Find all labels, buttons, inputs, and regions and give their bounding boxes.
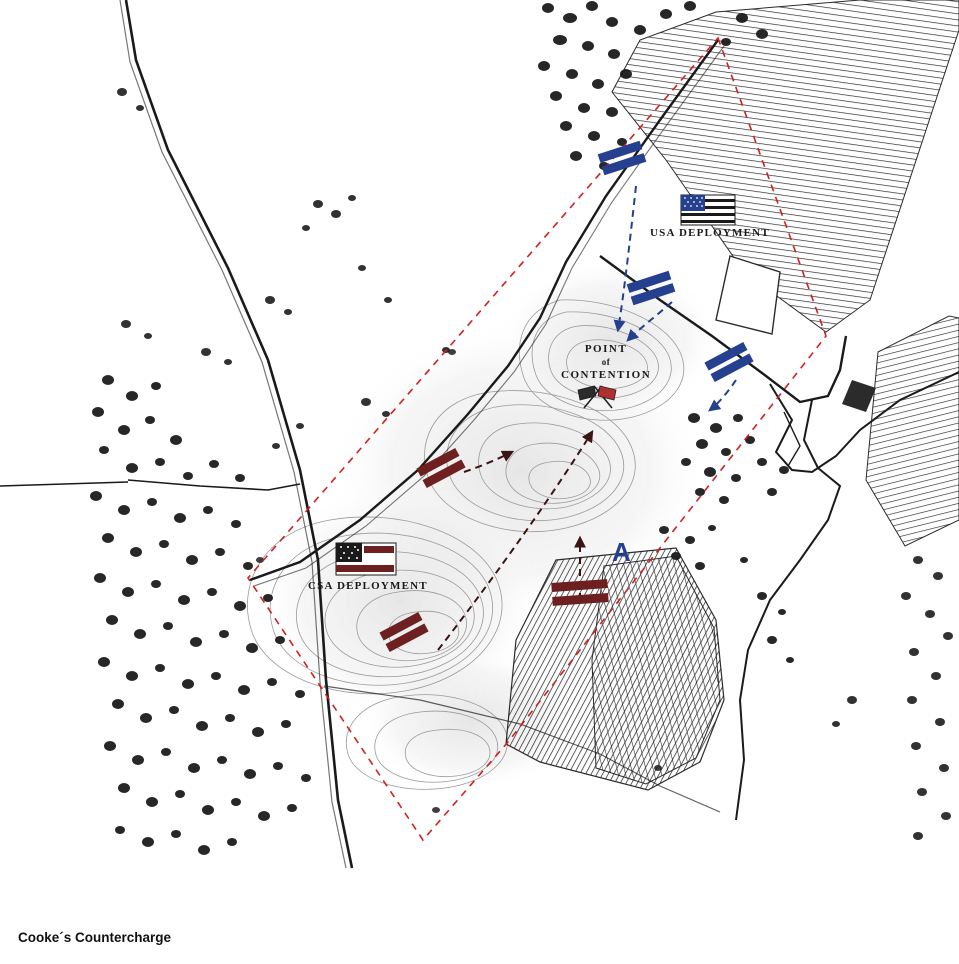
label-poc-line1: POINT: [584, 343, 628, 355]
label-marker-a: A: [612, 537, 631, 567]
label-poc-line3: CONTENTION: [561, 369, 652, 381]
map-caption: Cooke´s Countercharge: [18, 930, 172, 945]
csa-flag: [336, 543, 396, 575]
label-csa-deployment: CSA DEPLOYMENT: [308, 580, 428, 592]
label-poc-line2: of: [601, 357, 611, 367]
label-usa-deployment: USA DEPLOYMENT: [650, 227, 770, 239]
usa-flag: [681, 195, 735, 225]
